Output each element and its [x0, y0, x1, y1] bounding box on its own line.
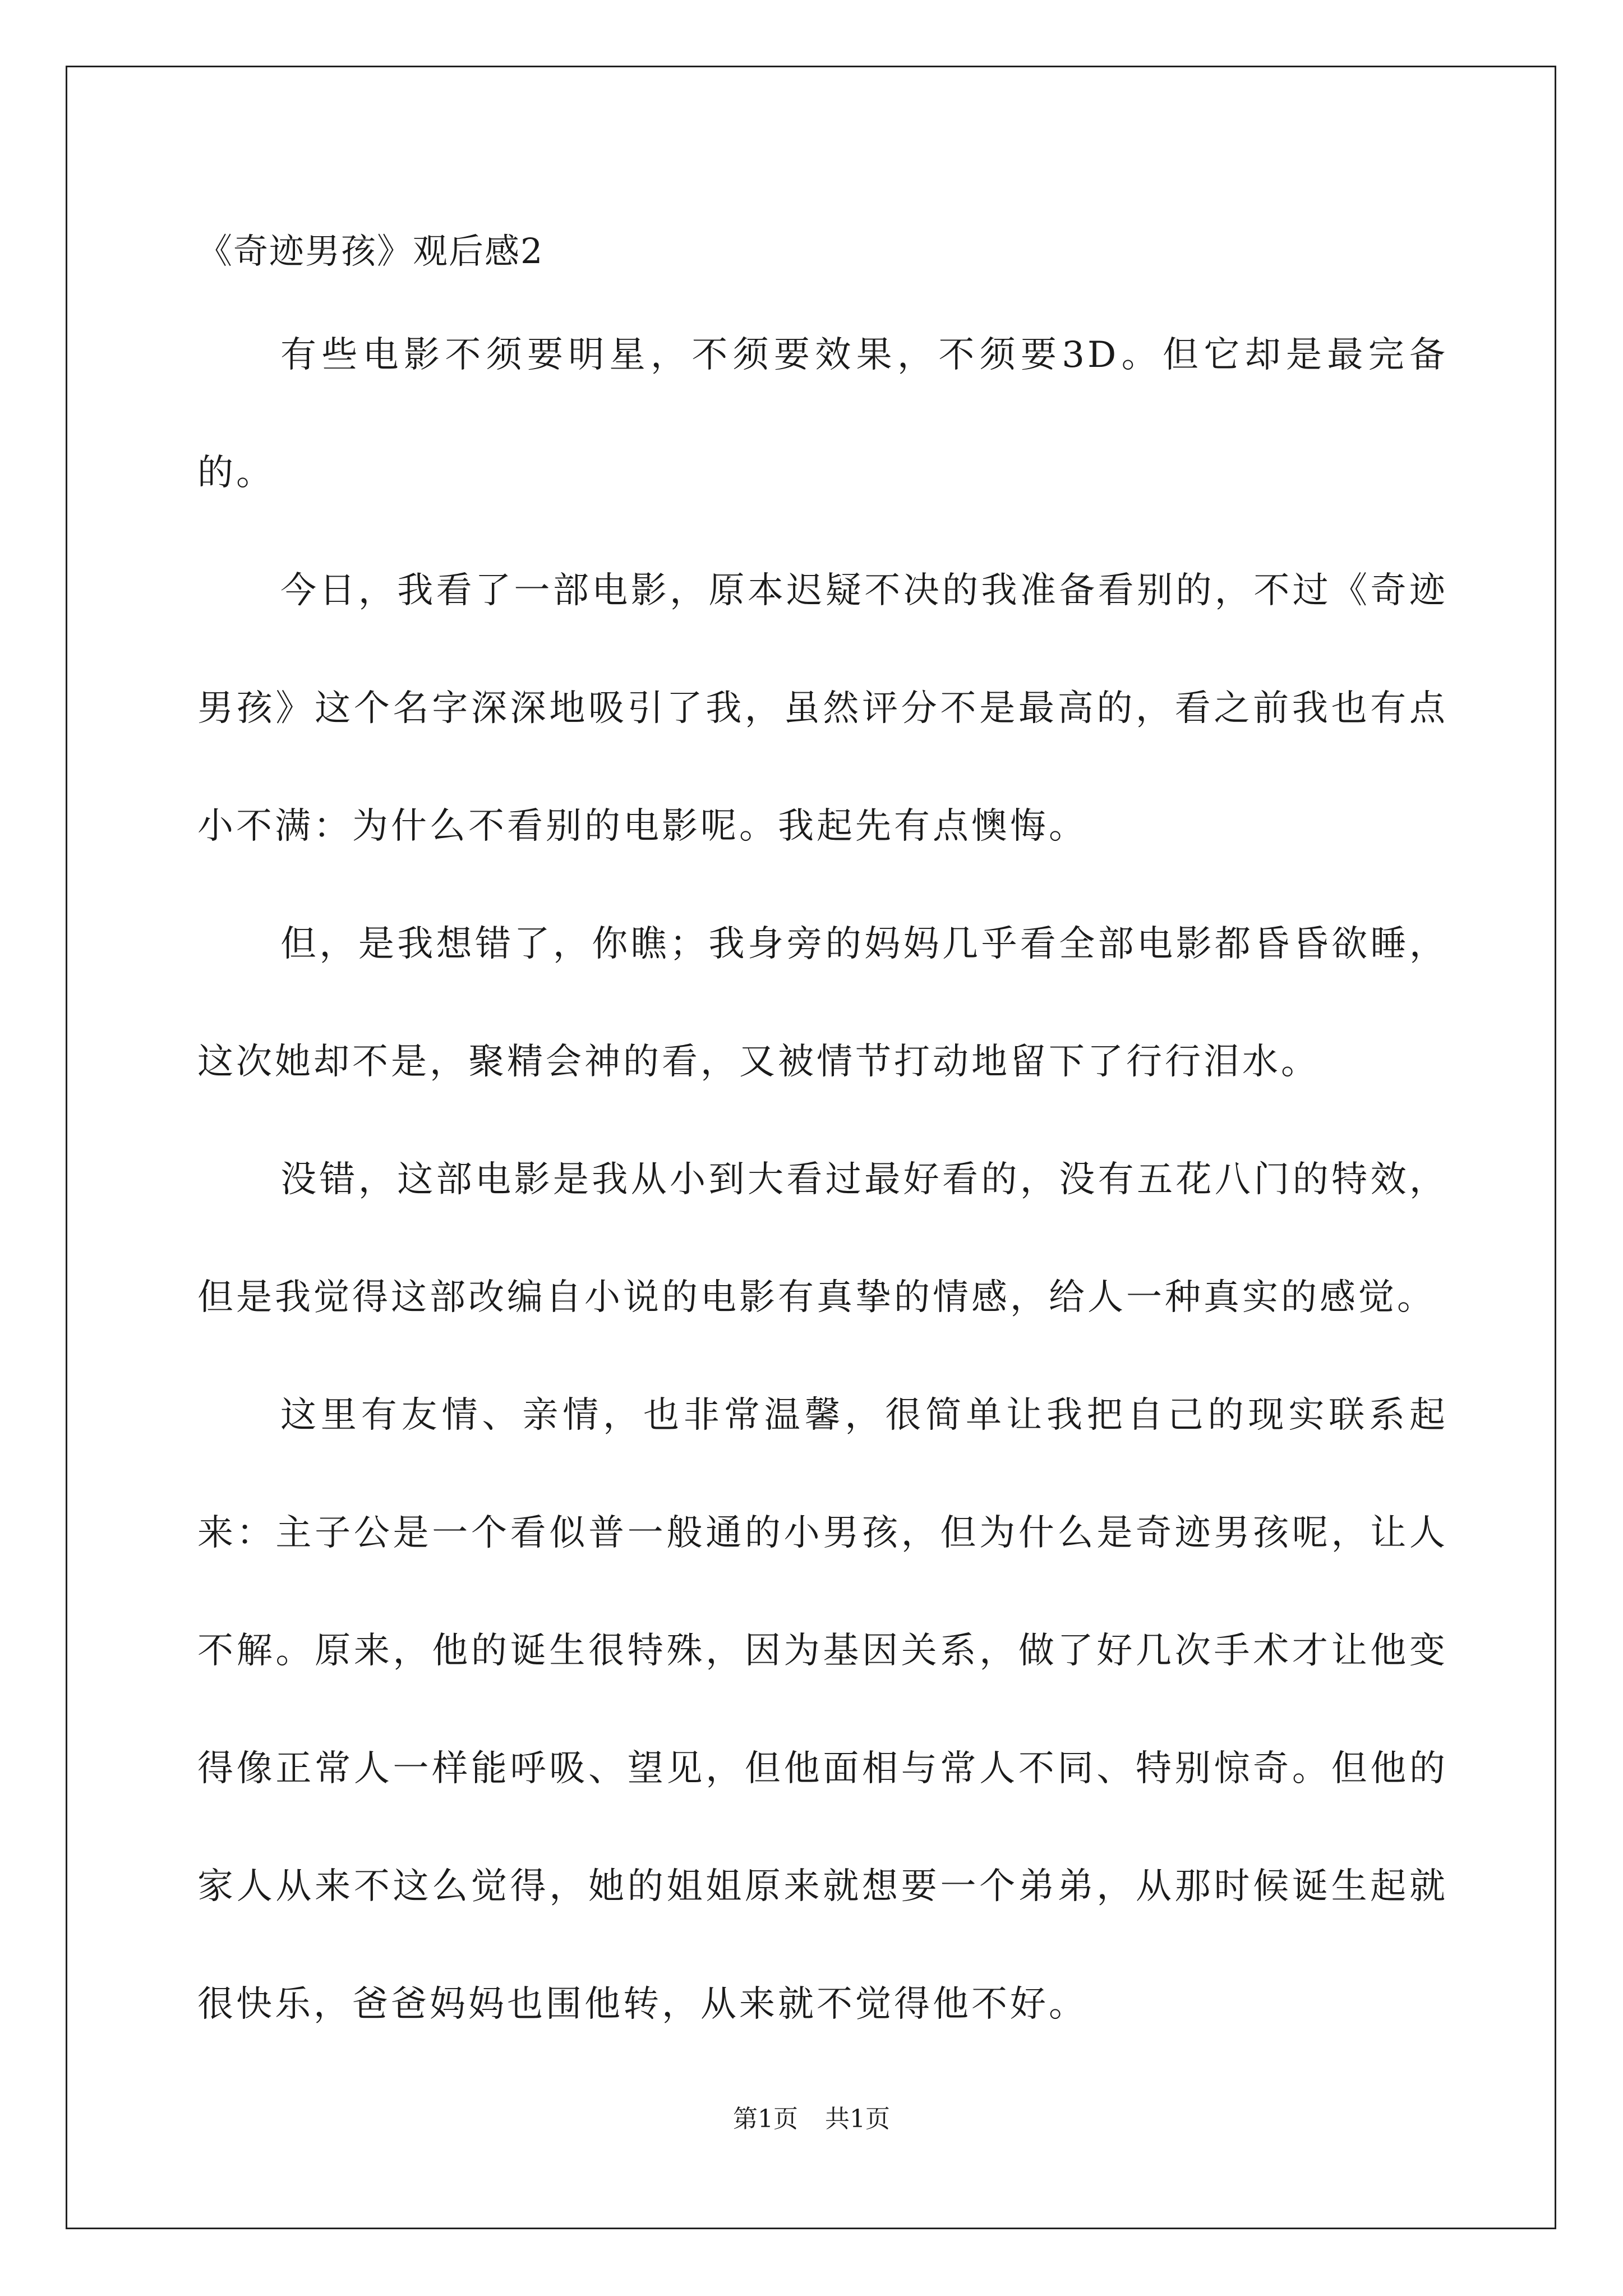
paragraph-2: 今日，我看了一部电影，原本迟疑不决的我准备看别的，不过《奇迹男孩》这个名字深深地吸引了我，虽然评分不是最高的，看之前我也有点小不满：为什么不看别的电影呢。我起先有点懊悔。	[197, 570, 1448, 847]
page-number: 第1页	[733, 2105, 798, 2133]
document-title: 《奇迹男孩》观后感2	[197, 231, 544, 272]
paragraph-3: 但，是我想错了，你瞧；我身旁的妈妈几乎看全部电影都昏昏欲睡，这次她却不是，聚精会神的看，又被情节打动地留下了行行泪水。	[197, 923, 1448, 1083]
paragraph-1: 有些电影不须要明星，不须要效果，不须要3D。但它却是最完备的。	[197, 334, 1448, 494]
page-total: 共1页	[825, 2105, 890, 2133]
document-body	[197, 296, 1448, 2063]
page-footer	[0, 2102, 1623, 2136]
paragraph-5: 这里有友情、亲情，也非常温馨，很简单让我把自己的现实联系起来：主子公是一个看似普一般通的小男孩，但为什么是奇迹男孩呢，让人不解。原来，他的诞生很特殊，因为基因关系，做了好几次手术才让他变得像正常人一样能呼吸、望见，但他面相与常人不同、特别惊奇。但他的家人从来不这么觉得，她的姐姐原来就想要一个弟弟，从那时候诞生起就很快乐，爸爸妈妈也围他转，从来就不觉得他不好。	[197, 1395, 1448, 2025]
paragraph-4: 没错，这部电影是我从小到大看过最好看的，没有五花八门的特效，但是我觉得这部改编自小说的电影有真挚的情感，给人一种真实的感觉。	[197, 1159, 1448, 1318]
